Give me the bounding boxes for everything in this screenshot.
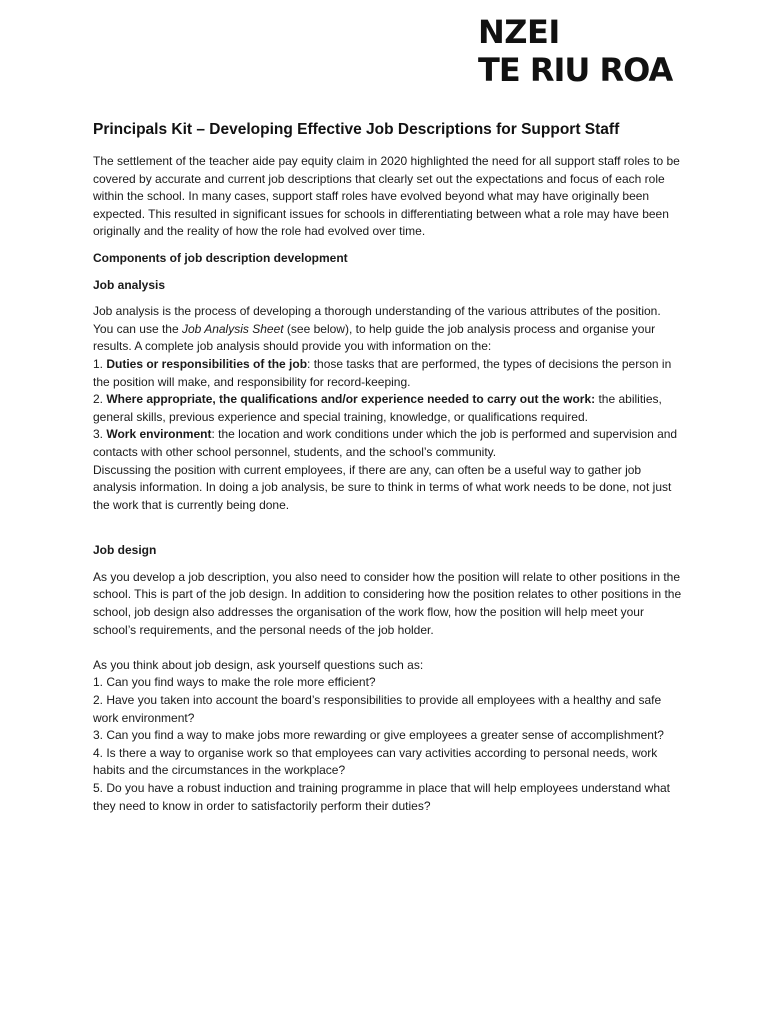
- analysis-item-duties: 1. Duties or responsibilities of the job: those tasks that are performed, the types of decisions the person in the position will make, and responsibility for record-keeping.: [93, 356, 672, 389]
- nzei-logo: [478, 13, 673, 89]
- job-analysis-heading: Job analysis: [93, 277, 166, 292]
- analysis-item-qualifications: 2. Where appropriate, the qualifications and/or experience needed to carry out the work: the abilities, general skills, previous experience and special training, knowledge, or qualifications required.: [93, 392, 662, 424]
- components-heading: Components of job description development: [93, 250, 348, 265]
- question-item: 1. Can you find ways to make the role more efficient?: [93, 675, 376, 690]
- question-item: 5. Do you have a robust induction and training programme in place that will help employees understand what they need to know in order to satisfactorily perform their duties?: [93, 781, 671, 813]
- questions-intro: As you think about job design, ask yourself questions such as:: [93, 657, 424, 672]
- job-analysis-closing: Discussing the position with current employees, if there are any, can often be a useful way to gather job analysis information. In doing a job analysis, be sure to think in terms of what work needs to be done, not just the work that is currently being done.: [93, 462, 672, 512]
- question-item: 3. Can you find a way to make jobs more rewarding or give employees a greater sense of accomplishment?: [93, 728, 664, 743]
- job-analysis-sheet-paragraph: You can use the Job Analysis Sheet (see below), to help guide the job analysis process and organise your results. A complete job analysis should provide you with information on the:: [93, 321, 656, 354]
- job-design-heading: Job design: [93, 543, 157, 558]
- analysis-item-environment: 3. Work environment: the location and work conditions under which the job is performed and supervision and contacts with other school personnel, students, and the school’s community.: [93, 427, 678, 459]
- job-analysis-sheet-ref: Job Analysis Sheet: [181, 321, 284, 336]
- job-design-paragraph: As you develop a job description, you also need to consider how the position will relate to other positions in the school. This is part of the job design. In addition to considering how the position relates to other positions in the school, job design also addresses the organisation of the work flow, how the position will help meet your school’s requirements, and the personal needs of the job holder.: [93, 569, 682, 637]
- question-item: 4. Is there a way to organise work so that employees can vary activities according to personal needs, work habits and the circumstances in the workplace?: [93, 745, 658, 778]
- logo-line-2: TE RIU ROA: [478, 51, 673, 89]
- job-analysis-definition: Job analysis is the process of developing a thorough understanding of the various attributes of the position.: [93, 304, 661, 319]
- logo-line-1: NZEI: [478, 13, 560, 51]
- question-item: 2. Have you taken into account the board’s responsibilities to provide all employees with a healthy and safe work environment?: [93, 693, 662, 725]
- intro-paragraph: The settlement of the teacher aide pay equity claim in 2020 highlighted the need for all support staff roles to be covered by accurate and current job descriptions that clearly set out the expectations and focus of each role within the school. In many cases, support staff roles have evolved beyond what may have originally been expected. This resulted in significant issues for schools in differentiating between what a role may have been originally and the reality of how the role had evolved over time.: [93, 154, 680, 239]
- page-title: Principals Kit – Developing Effective Job Descriptions for Support Staff: [93, 121, 620, 138]
- document-body: [93, 121, 683, 815]
